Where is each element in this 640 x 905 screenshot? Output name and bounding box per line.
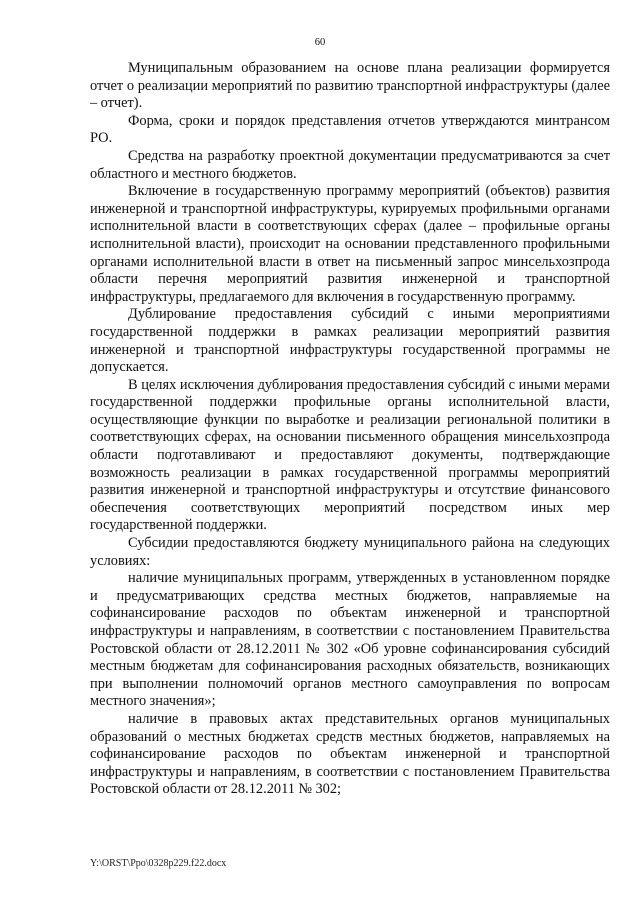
- paragraph-condition-budgets: наличие в правовых актах представительных органов муниципальных образований о местных бюджетах средств местных бюджетов, направляемых на софинансирование расходов по объектам инженерной и транспортной инфраструктуры и направлениям, в соответствии с постановлением Правительства Ростовской области от 28.12.2011 № 302;: [90, 710, 610, 798]
- paragraph-condition-programs: наличие муниципальных программ, утвержденных в установленном порядке и предусматривающих средства местных бюджетов, направляемые на софинансирование расходов по объектам инженерной и транспортной инфраструктуры и направлениям, в соответствии с постановлением Правительства Ростовской области от 28.12.2011 № 302 «Об уровне софинансирования субсидий местным бюджетам для софинансирования расходных обязательств, возникающих при выполнении полномочий органов местного самоуправления по вопросам местного значения»;: [90, 570, 610, 710]
- paragraph-design-funding: Средства на разработку проектной документации предусматриваются за счет областного и местного бюджетов.: [90, 147, 610, 182]
- document-body: [90, 60, 610, 799]
- paragraph-report-form: Форма, сроки и порядок представления отчетов утверждаются минтрансом РО.: [90, 112, 610, 147]
- paragraph-subsidy-conditions: Субсидии предоставляются бюджету муниципального района на следующих условиях:: [90, 535, 610, 569]
- paragraph-duplication-prevention: В целях исключения дублирования предоставления субсидий с иными мерами государственной поддержки профильные органы исполнительной власти, осуществляющие функции по выработке и реализации региональной политики в соответствующих сферах, на основании письменного обращения минсельхозпрода области подготавливают и предоставляют документы, подтверждающие возможность реализации в рамках государственной программы мероприятий развития инженерной и транспортной инфраструктуры и отсутствие финансового обеспечения соответствующих мероприятий посредством иных мер государственной поддержки.: [90, 376, 610, 534]
- paragraph-program-inclusion: Включение в государственную программу мероприятий (объектов) развития инженерной и транспортной инфраструктуры, курируемых профильными органами исполнительной власти в соответствующих сферах (далее – профильные органы исполнительной власти), происходит на основании представленного профильными органами исполнительной власти в ответ на письменный запрос минсельхозпрода области перечня мероприятий развития инженерной и транспортной инфраструктуры, предлагаемого для включения в государственную программу.: [90, 183, 610, 305]
- footer-file-path: Y:\ORST\Ppo\0328p229.f22.docx: [90, 858, 227, 869]
- paragraph-duplication-ban: Дублирование предоставления субсидий с иными мероприятиями государственной поддержки в рамках реализации мероприятий развития инженерной и транспортной инфраструктуры государственной программы не допускается.: [90, 306, 610, 376]
- paragraph-report-formation: Муниципальным образованием на основе плана реализации формируется отчет о реализации мероприятий по развитию транспортной инфраструктуры (далее – отчет).: [90, 60, 610, 112]
- page-number: 60: [314, 37, 326, 48]
